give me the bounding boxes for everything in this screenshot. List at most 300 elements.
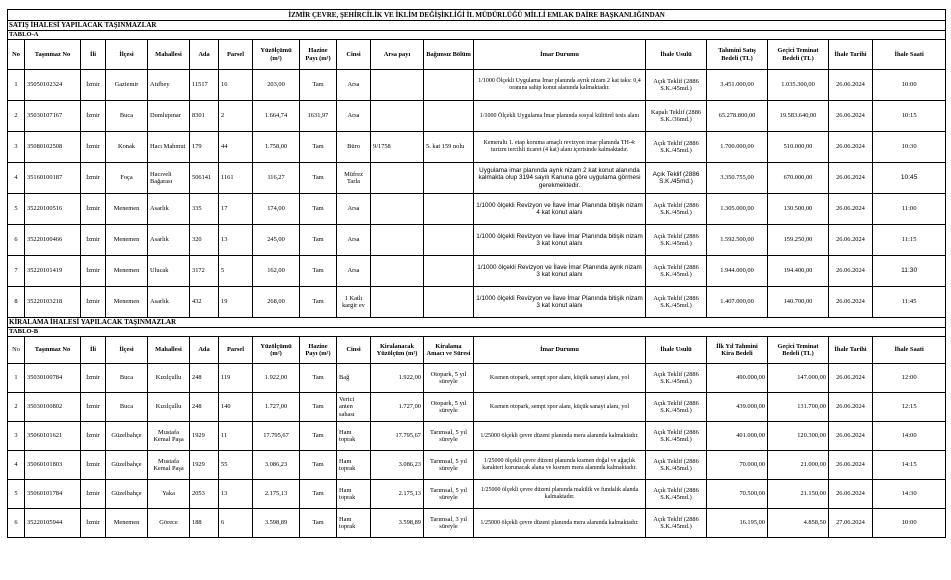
cell-parsel: 2 [219,101,253,132]
cell-usul: Açık Teklif (2886 S.K./45md.) [646,451,707,480]
cell-saat: 10:00 [873,509,946,538]
kiralama-section-title: KİRALAMA İHALESİ YAPILACAK TAŞINMAZLAR [8,318,946,328]
cell-tarih: 26.06.2024 [829,132,873,163]
cell-ada: 248 [190,364,219,393]
tablo-a-label: TABLO-A [8,31,946,40]
cell-teminat: 130.500,00 [768,194,829,225]
cell-usul: Açık Teklif (2886 S.K./45md.) [646,393,707,422]
cell-cinsi: Arsa [337,225,371,256]
satis-table-body [8,21,946,318]
header-il: İli [81,337,106,364]
cell-parsel: 17 [219,194,253,225]
cell-parsel: 55 [219,451,253,480]
cell-mahalle: Mustafa Kemal Paşa [148,422,190,451]
header-bagimsiz-bolum: Bağımsız Bölüm [424,40,474,70]
cell-ada: 188 [190,509,219,538]
cell-yuzolcum: 1.727,00 [253,393,300,422]
cell-usul: Açık Teklif (2886 S.K./45md.) [646,422,707,451]
cell-hazine: Tam [300,480,337,509]
cell-tarih: 26.06.2024 [829,480,873,509]
cell-ilce: Güzelbahçe [106,451,148,480]
cell-usul: Açık Teklif (2886 S.K./45md.) [646,509,707,538]
header-yuzolcum: Yüzölçümü (m²) [253,40,300,70]
header-cinsi: Cinsi [337,337,371,364]
cell-teminat: 21.000,00 [768,451,829,480]
cell-cinsi: 1 Katlı kargir ev [337,287,371,318]
cell-imar: Uygulama imar planında ayrık nizam 2 kat konut alanında kalmakta olup 3194 sayılı Kanuna göre uygulama görmesi gerekmektedir. [474,163,646,194]
cell-usul: Açık Teklif (2886 S.K./45md.) [646,132,707,163]
header-imar-durumu: İmar Durumu [474,337,646,364]
cell-il: İzmir [81,163,106,194]
header-tasinmaz-no: Taşınmaz No [25,40,81,70]
cell-ada: 11517 [190,70,219,101]
cell-parsel: 5 [219,256,253,287]
cell-bagimsiz [424,225,474,256]
cell-il: İzmir [81,225,106,256]
header-kiralama-amaci: Kiralama Amacı ve Süresi [424,337,474,364]
cell-parsel: 140 [219,393,253,422]
cell-usul: Kapalı Teklif (2886 S.K./36md.) [646,101,707,132]
cell-tarih: 27.06.2024 [829,509,873,538]
cell-mahalle: Asarlık [148,225,190,256]
header-il: İli [81,40,106,70]
header-yuzolcum: Yüzölçümü (m²) [253,337,300,364]
cell-imar: 1/25000 ölçekli çevre düzeni planında mera alanında kalmaktadır. [474,422,646,451]
cell-no: 6 [8,509,25,538]
cell-hazine: Tam [300,225,337,256]
header-cinsi: Cinsi [337,40,371,70]
cell-cinsi: Arsa [337,101,371,132]
cell-tarih: 26.06.2024 [829,364,873,393]
table-row [8,194,946,225]
tablo-b-label: TABLO-B [8,328,946,337]
cell-saat: 11:15 [873,225,946,256]
cell-parsel: 6 [219,509,253,538]
header-no: No [8,40,25,70]
cell-teminat: 510.000,00 [768,132,829,163]
cell-bagimsiz [424,287,474,318]
header-ada: Ada [190,337,219,364]
kiralama-header-row [8,337,946,364]
cell-amac: Tarımsal, 5 yıl süreyle [424,480,474,509]
table-row [8,364,946,393]
header-ilce: İlçesi [106,40,148,70]
cell-yuzolcum: 203,00 [253,70,300,101]
cell-parsel: 19 [219,287,253,318]
cell-teminat: 140.700,00 [768,287,829,318]
cell-hazine: 1631,97 [300,101,337,132]
cell-tarih: 26.06.2024 [829,422,873,451]
header-ihale-usulu: İhale Usulü [646,40,707,70]
cell-il: İzmir [81,364,106,393]
cell-bedel: 1.700.000,00 [707,132,768,163]
cell-bagimsiz [424,194,474,225]
header-teminat: Geçici Teminat Bedeli (TL) [768,40,829,70]
cell-ilce: Menemen [106,194,148,225]
cell-bedel: 3.451.000,00 [707,70,768,101]
cell-mahalle: Hacı Mahmut [148,132,190,163]
cell-ada: 1929 [190,422,219,451]
cell-bedel: 70.000,00 [707,451,768,480]
cell-mahalle: Dumlupınar [148,101,190,132]
cell-cinsi: Müfrez Tarla [337,163,371,194]
header-ihale-usulu: İhale Usulü [646,337,707,364]
cell-mahalle: Asarlık [148,287,190,318]
cell-il: İzmir [81,451,106,480]
cell-no: 1 [8,70,25,101]
cell-parsel: 16 [219,70,253,101]
cell-teminat: 670.000,00 [768,163,829,194]
cell-no: 3 [8,422,25,451]
cell-amac: Tarımsal, 3 yıl süreyle [424,509,474,538]
header-parsel: Parsel [219,40,253,70]
cell-saat: 11:30 [873,256,946,287]
cell-yuzolcum: 116,27 [253,163,300,194]
cell-il: İzmir [81,101,106,132]
cell-ada: 3172 [190,256,219,287]
cell-ilce: Buca [106,393,148,422]
cell-saat: 10:45 [873,163,946,194]
cell-arsa [371,101,424,132]
cell-tasinmaz: 35220100516 [25,194,81,225]
cell-saat: 14:15 [873,451,946,480]
cell-yuzolcum: 268,00 [253,287,300,318]
cell-yuzolcum: 3.598,89 [253,509,300,538]
cell-hazine: Tam [300,509,337,538]
cell-tarih: 26.06.2024 [829,256,873,287]
cell-yuzolcum: 174,00 [253,194,300,225]
cell-il: İzmir [81,256,106,287]
table-row [8,256,946,287]
cell-no: 1 [8,364,25,393]
cell-hazine: Tam [300,422,337,451]
cell-bagimsiz: 5. kat 159 nolu [424,132,474,163]
cell-hazine: Tam [300,70,337,101]
cell-bedel: 16.195,00 [707,509,768,538]
cell-cinsi: Verici anten sahası [337,393,371,422]
table-row [8,393,946,422]
cell-usul: Açık Teklif (2886 S.K./45md.) [646,256,707,287]
cell-kiralanacak: 3.086,23 [371,451,424,480]
table-row [8,163,946,194]
cell-amac: Otopark, 5 yıl süreyle [424,364,474,393]
cell-teminat: 19.583.640,00 [768,101,829,132]
cell-mahalle: Görece [148,509,190,538]
cell-mahalle: Asarlık [148,194,190,225]
cell-tarih: 26.06.2024 [829,101,873,132]
cell-arsa [371,225,424,256]
cell-yuzolcum: 1.758,00 [253,132,300,163]
cell-hazine: Tam [300,287,337,318]
cell-saat: 14:30 [873,480,946,509]
cell-ilce: Buca [106,101,148,132]
cell-tarih: 26.06.2024 [829,451,873,480]
header-ihale-tarihi: İhale Tarihi [829,40,873,70]
cell-arsa [371,163,424,194]
cell-no: 2 [8,393,25,422]
cell-hazine: Tam [300,393,337,422]
satis-header-row [8,40,946,70]
cell-tasinmaz: 35050102324 [25,70,81,101]
cell-tarih: 26.06.2024 [829,194,873,225]
cell-il: İzmir [81,480,106,509]
header-ihale-saati: İhale Saati [873,40,946,70]
cell-parsel: 44 [219,132,253,163]
cell-tasinmaz: 35220105944 [25,509,81,538]
cell-il: İzmir [81,70,106,101]
header-hazine-payi: Hazine Payı (m²) [300,337,337,364]
cell-ada: 320 [190,225,219,256]
cell-il: İzmir [81,194,106,225]
cell-tasinmaz: 35220101419 [25,256,81,287]
cell-mahalle: Yaka [148,480,190,509]
cell-bedel: 490.000,00 [707,364,768,393]
cell-hazine: Tam [300,256,337,287]
document-page [7,9,945,538]
cell-cinsi: Arsa [337,70,371,101]
cell-bedel: 1.944.000,00 [707,256,768,287]
cell-usul: Açık Teklif (2886 S.K./45md.) [646,225,707,256]
cell-ada: 1929 [190,451,219,480]
cell-ada: 248 [190,393,219,422]
cell-mahalle: Kızılçullu [148,393,190,422]
cell-imar: 1/1000 Ölçekli Uygulama İmar planında ayrık nizam 2 kat taks: 0,4 oranına sahip konut alanında kalmaktadır. [474,70,646,101]
cell-yuzolcum: 3.086,23 [253,451,300,480]
cell-kiralanacak: 2.175,13 [371,480,424,509]
header-satis-bedeli: Tahmini Satış Bedeli (TL) [707,40,768,70]
table-row [8,451,946,480]
cell-cinsi: Ham toprak [337,480,371,509]
table-row [8,70,946,101]
cell-no: 3 [8,132,25,163]
cell-usul: Açık Teklif (2886 S.K./45md.) [646,70,707,101]
cell-bedel: 65.278.800,00 [707,101,768,132]
kiralama-table-body [8,318,946,538]
cell-no: 5 [8,194,25,225]
cell-usul: Açık Teklif (2886 S.K./45md.) [646,194,707,225]
cell-cinsi: Arsa [337,194,371,225]
cell-no: 8 [8,287,25,318]
cell-imar: Kısmen otopark, sempt spor alanı, küçük sanayi alanı, yol [474,364,646,393]
header-imar-durumu: İmar Durumu [474,40,646,70]
cell-cinsi: Büro [337,132,371,163]
cell-tasinmaz: 35220103218 [25,287,81,318]
cell-imar: 1/25000 ölçekli çevre düzeni planında mera alanında kalmaktadır. [474,509,646,538]
header-ihale-saati: İhale Saati [873,337,946,364]
cell-saat: 12:15 [873,393,946,422]
cell-tarih: 26.06.2024 [829,393,873,422]
cell-cinsi: Ham toprak [337,451,371,480]
table-row [8,480,946,509]
cell-il: İzmir [81,132,106,163]
cell-parsel: 1161 [219,163,253,194]
cell-saat: 10:00 [873,70,946,101]
cell-ilce: Foça [106,163,148,194]
cell-yuzolcum: 245,00 [253,225,300,256]
cell-no: 6 [8,225,25,256]
cell-mahalle: Atıfbey [148,70,190,101]
cell-kiralanacak: 3.598,89 [371,509,424,538]
cell-cinsi: Arsa [337,256,371,287]
cell-kiralanacak: 1.727,00 [371,393,424,422]
cell-arsa [371,256,424,287]
cell-amac: Otopark, 5 yıl süreyle [424,393,474,422]
cell-amac: Tarımsal, 5 yıl süreyle [424,422,474,451]
cell-ilce: Gaziemir [106,70,148,101]
cell-tasinmaz: 35220100466 [25,225,81,256]
cell-teminat: 120.300,00 [768,422,829,451]
cell-imar: 1/25000 ölçekli çevre düzeni planında kısmen doğal ve ağaçlık karakteri korunacak alana ve kısmen mera alanında kalmaktadır. [474,451,646,480]
table-row [8,225,946,256]
cell-ilce: Menemen [106,287,148,318]
cell-cinsi: Bağ [337,364,371,393]
cell-amac: Tarımsal, 5 yıl süreyle [424,451,474,480]
cell-ada: 179 [190,132,219,163]
cell-saat: 11:45 [873,287,946,318]
cell-arsa: 9/1758 [371,132,424,163]
cell-usul: Açık Teklif (2886 S.K./45md.) [646,287,707,318]
header-parsel: Parsel [219,337,253,364]
table-row [8,287,946,318]
cell-il: İzmir [81,422,106,451]
cell-bagimsiz [424,163,474,194]
cell-tasinmaz: 35160100187 [25,163,81,194]
cell-teminat: 147.000,00 [768,364,829,393]
header-ada: Ada [190,40,219,70]
table-row [8,422,946,451]
cell-arsa [371,194,424,225]
cell-bedel: 3.350.755,00 [707,163,768,194]
cell-kiralanacak: 17.795,67 [371,422,424,451]
cell-tarih: 26.06.2024 [829,225,873,256]
cell-teminat: 21.150,00 [768,480,829,509]
cell-teminat: 194.400,00 [768,256,829,287]
cell-bedel: 401.000,00 [707,422,768,451]
cell-bagimsiz [424,70,474,101]
cell-ada: 8301 [190,101,219,132]
cell-yuzolcum: 1.922,00 [253,364,300,393]
cell-mahalle: Mustafa Kemal Paşa [148,451,190,480]
header-ihale-tarihi: İhale Tarihi [829,337,873,364]
header-kira-bedeli: İlk Yıl Tahmini Kira Bedeli [707,337,768,364]
cell-tarih: 26.06.2024 [829,287,873,318]
cell-bedel: 439.000,00 [707,393,768,422]
cell-tasinmaz: 35060101784 [25,480,81,509]
cell-parsel: 119 [219,364,253,393]
cell-no: 7 [8,256,25,287]
cell-ilce: Buca [106,364,148,393]
cell-usul: Açık Teklif (2886 S.K./45md.) [646,163,707,194]
cell-imar: 1/1000 ölçekli Revizyon ve İlave İmar Planında bitişik nizam 4 kat konut alanı [474,194,646,225]
cell-il: İzmir [81,393,106,422]
cell-yuzolcum: 1.664,74 [253,101,300,132]
cell-no: 4 [8,163,25,194]
cell-cinsi: Ham toprak [337,509,371,538]
cell-mahalle: Hacıveli Bağarası [148,163,190,194]
cell-mahalle: Kızılçullu [148,364,190,393]
cell-parsel: 13 [219,225,253,256]
cell-teminat: 4.858,50 [768,509,829,538]
cell-yuzolcum: 162,00 [253,256,300,287]
cell-mahalle: Ulucak [148,256,190,287]
cell-parsel: 13 [219,480,253,509]
cell-arsa [371,287,424,318]
cell-hazine: Tam [300,364,337,393]
cell-saat: 11:00 [873,194,946,225]
cell-no: 5 [8,480,25,509]
cell-saat: 14:00 [873,422,946,451]
cell-usul: Açık Teklif (2886 S.K./45md.) [646,480,707,509]
cell-tasinmaz: 35030100802 [25,393,81,422]
cell-tarih: 26.06.2024 [829,163,873,194]
cell-ada: 2053 [190,480,219,509]
cell-il: İzmir [81,287,106,318]
header-kiralanacak: Kiralanacak Yüzölçüm (m²) [371,337,424,364]
cell-ilce: Güzelbahçe [106,480,148,509]
cell-bedel: 1.305.000,00 [707,194,768,225]
cell-ada: 335 [190,194,219,225]
cell-no: 2 [8,101,25,132]
table-row [8,101,946,132]
cell-yuzolcum: 17.795,67 [253,422,300,451]
cell-hazine: Tam [300,194,337,225]
cell-imar: Kemeraltı 1. etap koruma amaçlı revizyon imar planında TH-4: turizm tercihli ticaret (4 kat) alanı içerisinde kalmaktadır. [474,132,646,163]
cell-imar: 1/1000 ölçekli Revizyon ve İlave İmar Planında bitişik nizam 3 kat konut alanı [474,225,646,256]
document-title: İZMİR ÇEVRE, ŞEHİRCİLİK VE İKLİM DEĞİŞİKLİĞİ İL MÜDÜRLÜĞÜ MİLLİ EMLAK DAİRE BAŞKANLIĞINDAN [8,10,946,21]
cell-tasinmaz: 35080102508 [25,132,81,163]
cell-ilce: Güzelbahçe [106,422,148,451]
cell-il: İzmir [81,509,106,538]
cell-hazine: Tam [300,163,337,194]
cell-tasinmaz: 35060101621 [25,422,81,451]
cell-tasinmaz: 35060101803 [25,451,81,480]
cell-ilce: Konak [106,132,148,163]
cell-ilce: Menemen [106,256,148,287]
satis-section-title: SATIŞ İHALESİ YAPILACAK TAŞINMAZLAR [8,21,946,31]
cell-tasinmaz: 35030100784 [25,364,81,393]
cell-ilce: Menemen [106,509,148,538]
cell-imar: 1/1000 ölçekli Revizyon ve İlave İmar Planında bitişik nizam 3 kat konut alanı [474,287,646,318]
header-teminat: Geçici Teminat Bedeli (TL) [768,337,829,364]
tasinmaz-table [7,9,946,538]
cell-hazine: Tam [300,451,337,480]
cell-cinsi: Ham toprak [337,422,371,451]
cell-parsel: 11 [219,422,253,451]
cell-bedel: 1.407.000,00 [707,287,768,318]
header-ilce: İlçesi [106,337,148,364]
cell-yuzolcum: 2.175,13 [253,480,300,509]
cell-saat: 10:30 [873,132,946,163]
cell-ilce: Menemen [106,225,148,256]
header-tasinmaz-no: Taşınmaz No [25,337,81,364]
header-hazine-payi: Hazine Payı (m²) [300,40,337,70]
header-mahalle: Mahallesi [148,40,190,70]
cell-usul: Açık Teklif (2886 S.K./45md.) [646,364,707,393]
header-arsa-payi: Arsa payı [371,40,424,70]
header-mahalle: Mahallesi [148,337,190,364]
cell-bagimsiz [424,256,474,287]
cell-imar: 1/25000 ölçekli çevre düzeni planında makilik ve fundalık alanda kalmaktadır. [474,480,646,509]
table-row [8,509,946,538]
cell-bedel: 1.592.500,00 [707,225,768,256]
cell-tasinmaz: 35030107167 [25,101,81,132]
cell-arsa [371,70,424,101]
cell-ada: 432 [190,287,219,318]
cell-tarih: 26.06.2024 [829,70,873,101]
cell-hazine: Tam [300,132,337,163]
cell-ada: 506141 [190,163,219,194]
cell-teminat: 159.250,00 [768,225,829,256]
